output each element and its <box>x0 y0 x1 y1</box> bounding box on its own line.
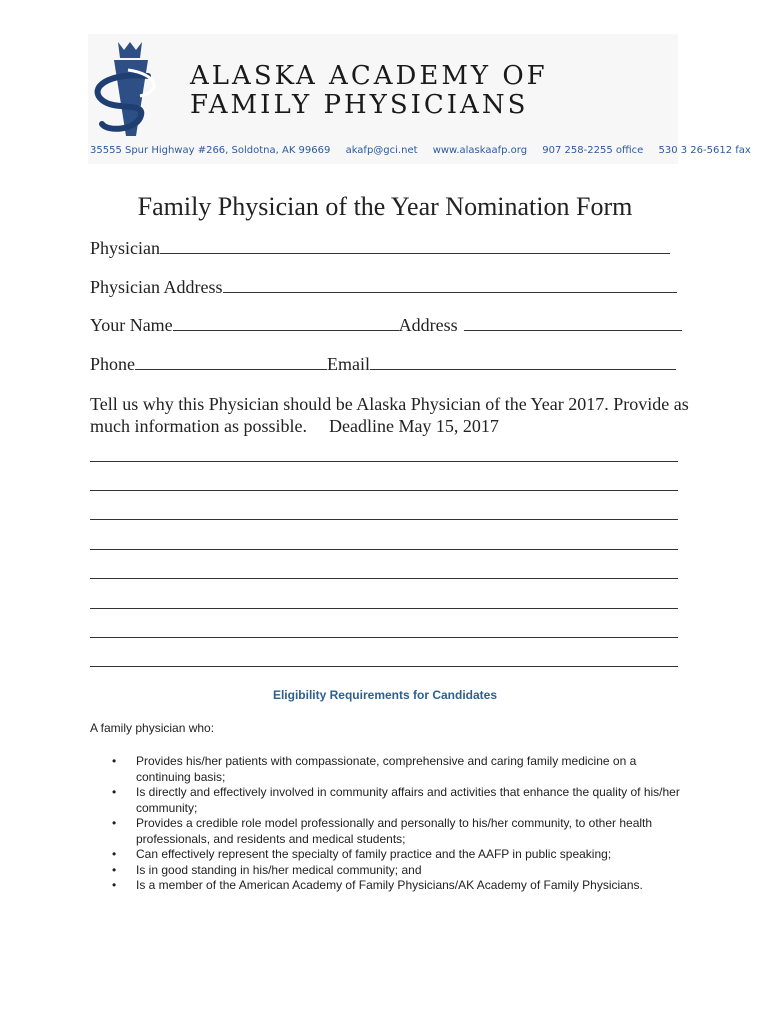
response-line[interactable] <box>90 578 678 579</box>
contact-address: 35555 Spur Highway #266, Soldotna, AK 99669 <box>90 145 331 156</box>
physician-input[interactable] <box>160 239 670 254</box>
phone-email-field-row <box>90 354 676 375</box>
list-item <box>90 863 690 879</box>
list-item <box>90 816 690 847</box>
deadline: Deadline May 15, 2017 <box>328 416 499 436</box>
nomination-prompt <box>90 393 690 437</box>
org-name-line1: ALASKA ACADEMY OF <box>190 61 548 91</box>
list-item-text: Is directly and effectively involved in community affairs and activities that enhance the quality of his/her community; <box>136 785 680 815</box>
response-line[interactable] <box>90 637 678 638</box>
email-label: Email <box>327 354 370 374</box>
bullet-icon: • <box>112 816 117 830</box>
physician-address-label: Physician Address <box>90 277 223 297</box>
organization-name <box>190 62 680 120</box>
response-line[interactable] <box>90 461 678 462</box>
your-name-label: Your Name <box>90 315 173 335</box>
physician-address-field-row <box>90 277 677 298</box>
email-input[interactable] <box>370 355 676 370</box>
response-line[interactable] <box>90 666 678 667</box>
bullet-icon: • <box>112 785 117 799</box>
list-item <box>90 878 690 894</box>
list-item <box>90 785 690 816</box>
org-name-line2: FAMILY PHYSICIANS <box>190 90 529 120</box>
list-item <box>90 754 690 785</box>
list-item-text: Is a member of the American Academy of Family Physicians/AK Academy of Family Physicians. <box>136 878 643 892</box>
physician-label: Physician <box>90 238 160 258</box>
list-item-text: Provides a credible role model professionally and personally to his/her community, to other health professionals, and residents and medical students; <box>136 816 653 846</box>
phone-input[interactable] <box>135 355 327 370</box>
form-title: Family Physician of the Year Nomination Form <box>137 192 633 221</box>
bullet-icon: • <box>112 847 117 861</box>
response-line[interactable] <box>90 608 678 609</box>
your-name-input[interactable] <box>173 316 399 331</box>
eligibility-intro: A family physician who: <box>90 721 215 735</box>
physician-address-input[interactable] <box>223 278 677 293</box>
response-line[interactable] <box>90 490 678 491</box>
address-input[interactable] <box>464 316 682 331</box>
contact-line <box>90 145 751 156</box>
your-name-field-row <box>90 315 682 336</box>
list-item-text: Is in good standing in his/her medical community; and <box>136 862 422 877</box>
list-item <box>90 847 690 863</box>
physician-field-row <box>90 238 670 259</box>
list-item-text: Can effectively represent the specialty of family practice and the AAFP in public speaking; <box>136 847 612 861</box>
address-label: Address <box>398 315 458 335</box>
list-item-text: Provides his/her patients with compassionate, comprehensive and caring family medicine on a continuing basis; <box>136 754 637 784</box>
eligibility-list <box>90 754 690 894</box>
prompt-text: Tell us why this Physician should be Alaska Physician of the Year 2017. Provide as much information as possible. <box>90 394 689 436</box>
bullet-icon: • <box>112 878 117 892</box>
response-line[interactable] <box>90 519 678 520</box>
contact-website[interactable]: www.alaskaafp.org <box>432 145 528 156</box>
eligibility-heading: Eligibility Requirements for Candidates <box>272 688 498 702</box>
caduceus-logo-icon <box>88 36 166 144</box>
phone-label: Phone <box>90 354 135 374</box>
response-line[interactable] <box>90 549 678 550</box>
bullet-icon: • <box>112 862 117 877</box>
bullet-icon: • <box>112 754 117 768</box>
contact-email[interactable]: akafp@gci.net <box>345 145 418 156</box>
contact-fax: 530 3 26-5612 fax <box>658 145 751 156</box>
contact-office-phone: 907 258-2255 office <box>542 145 644 156</box>
